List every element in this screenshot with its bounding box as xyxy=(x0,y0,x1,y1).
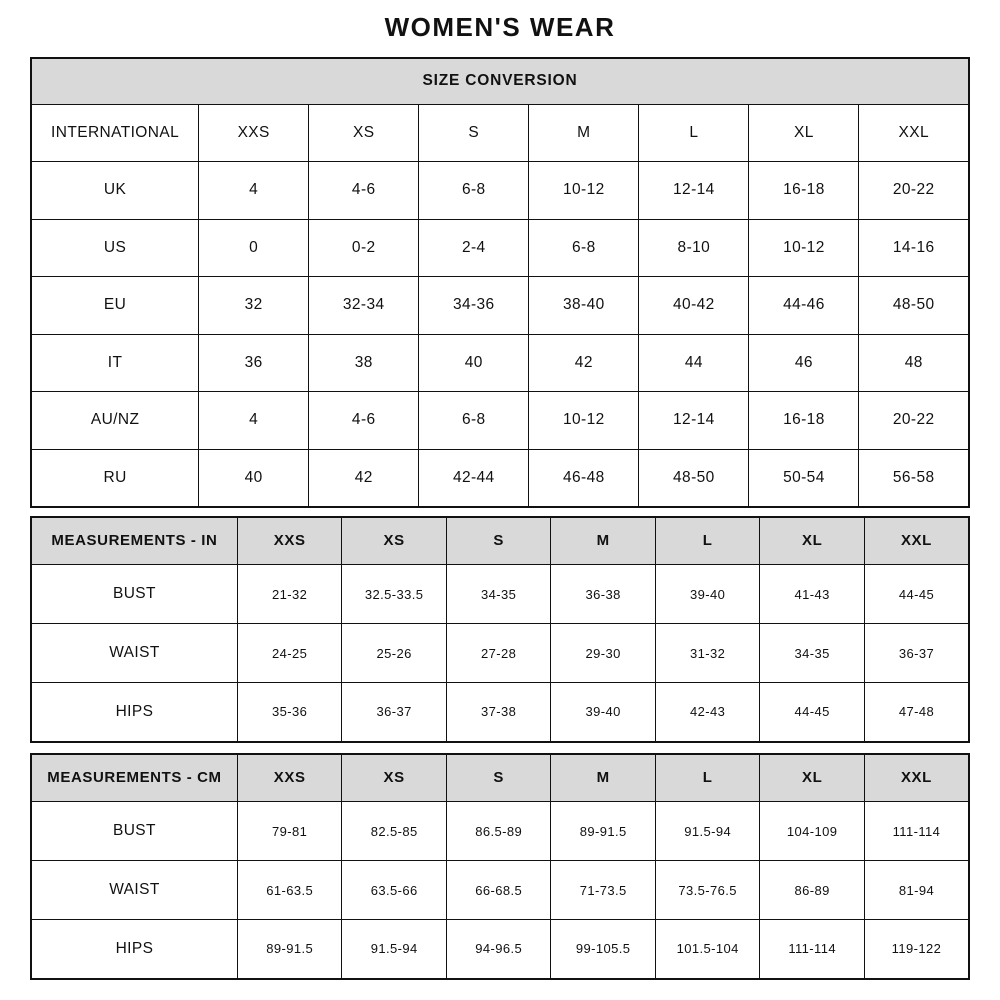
value-cell: 10-12 xyxy=(529,162,639,220)
value-cell: 36-37 xyxy=(342,683,447,742)
value-cell: 0 xyxy=(199,219,309,277)
measurements-cm-table xyxy=(30,753,970,980)
value-cell: 39-40 xyxy=(655,565,760,624)
value-cell: 6-8 xyxy=(419,162,529,220)
value-cell: 36-38 xyxy=(551,565,656,624)
value-cell: 66-68.5 xyxy=(446,861,551,920)
table-row xyxy=(31,624,969,683)
size-column-header-cell: XXS xyxy=(237,517,342,565)
value-cell: 111-114 xyxy=(760,920,865,979)
row-label-cell: AU/NZ xyxy=(31,392,199,450)
value-cell: 10-12 xyxy=(529,392,639,450)
value-cell: 63.5-66 xyxy=(342,861,447,920)
value-cell: 27-28 xyxy=(446,624,551,683)
value-cell: 8-10 xyxy=(639,219,749,277)
value-cell: 34-36 xyxy=(419,277,529,335)
value-cell: 50-54 xyxy=(749,449,859,507)
value-cell: 0-2 xyxy=(309,219,419,277)
page-title: WOMEN'S WEAR xyxy=(384,12,616,42)
value-cell: 35-36 xyxy=(237,683,342,742)
size-guide-page xyxy=(30,0,970,980)
value-cell: XS xyxy=(309,104,419,162)
value-cell: M xyxy=(529,104,639,162)
row-label-cell: US xyxy=(31,219,199,277)
value-cell: 89-91.5 xyxy=(237,920,342,979)
value-cell: 25-26 xyxy=(342,624,447,683)
value-cell: 41-43 xyxy=(760,565,865,624)
measurements-in-body xyxy=(31,565,969,742)
value-cell: 36-37 xyxy=(864,624,969,683)
value-cell: 48-50 xyxy=(859,277,969,335)
table-row xyxy=(31,104,969,162)
size-column-header-cell: XL xyxy=(760,517,865,565)
value-cell: 34-35 xyxy=(446,565,551,624)
measurements-cm-body xyxy=(31,802,969,979)
table-row xyxy=(31,683,969,742)
table-row xyxy=(31,334,969,392)
value-cell: 91.5-94 xyxy=(342,920,447,979)
size-conversion-title: SIZE CONVERSION xyxy=(31,58,969,104)
size-column-header-cell: L xyxy=(655,517,760,565)
value-cell: 42-43 xyxy=(655,683,760,742)
value-cell: 16-18 xyxy=(749,392,859,450)
value-cell: 4-6 xyxy=(309,162,419,220)
value-cell: 44-45 xyxy=(864,565,969,624)
value-cell: 101.5-104 xyxy=(655,920,760,979)
value-cell: 20-22 xyxy=(859,392,969,450)
row-label-cell: WAIST xyxy=(31,624,237,683)
table-row xyxy=(31,802,969,861)
value-cell: 111-114 xyxy=(864,802,969,861)
size-column-header-cell: XL xyxy=(760,754,865,802)
value-cell: 37-38 xyxy=(446,683,551,742)
row-label-cell: BUST xyxy=(31,565,237,624)
value-cell: 48 xyxy=(859,334,969,392)
value-cell: 32-34 xyxy=(309,277,419,335)
size-column-header-cell: XS xyxy=(342,517,447,565)
size-conversion-body xyxy=(31,104,969,507)
size-conversion-table xyxy=(30,57,970,508)
value-cell: 81-94 xyxy=(864,861,969,920)
value-cell: 32.5-33.5 xyxy=(342,565,447,624)
value-cell: 104-109 xyxy=(760,802,865,861)
size-conversion-banner-row xyxy=(31,58,969,104)
value-cell: 44 xyxy=(639,334,749,392)
value-cell: 14-16 xyxy=(859,219,969,277)
value-cell: S xyxy=(419,104,529,162)
size-column-header-cell: XXL xyxy=(864,754,969,802)
value-cell: 16-18 xyxy=(749,162,859,220)
value-cell: 46 xyxy=(749,334,859,392)
row-header-cell: MEASUREMENTS - CM xyxy=(31,754,237,802)
row-label-cell: IT xyxy=(31,334,199,392)
value-cell: 94-96.5 xyxy=(446,920,551,979)
table-row xyxy=(31,861,969,920)
value-cell: 6-8 xyxy=(529,219,639,277)
value-cell: 12-14 xyxy=(639,392,749,450)
value-cell: 44-46 xyxy=(749,277,859,335)
value-cell: 24-25 xyxy=(237,624,342,683)
value-cell: 56-58 xyxy=(859,449,969,507)
value-cell: 61-63.5 xyxy=(237,861,342,920)
row-label-cell: RU xyxy=(31,449,199,507)
row-label-cell: UK xyxy=(31,162,199,220)
row-label-cell: EU xyxy=(31,277,199,335)
row-header-cell: MEASUREMENTS - IN xyxy=(31,517,237,565)
value-cell: XL xyxy=(749,104,859,162)
table-row xyxy=(31,219,969,277)
value-cell: 10-12 xyxy=(749,219,859,277)
value-cell: 39-40 xyxy=(551,683,656,742)
value-cell: 32 xyxy=(199,277,309,335)
value-cell: 42-44 xyxy=(419,449,529,507)
value-cell: 86-89 xyxy=(760,861,865,920)
value-cell: 79-81 xyxy=(237,802,342,861)
value-cell: 4 xyxy=(199,392,309,450)
value-cell: 29-30 xyxy=(551,624,656,683)
value-cell: 42 xyxy=(309,449,419,507)
value-cell: 40 xyxy=(199,449,309,507)
value-cell: 34-35 xyxy=(760,624,865,683)
value-cell: 31-32 xyxy=(655,624,760,683)
row-label-cell: HIPS xyxy=(31,683,237,742)
table-row xyxy=(31,392,969,450)
size-column-header-cell: M xyxy=(551,754,656,802)
value-cell: 40 xyxy=(419,334,529,392)
value-cell: L xyxy=(639,104,749,162)
value-cell: 73.5-76.5 xyxy=(655,861,760,920)
size-column-header-cell: XXS xyxy=(237,754,342,802)
table-row xyxy=(31,565,969,624)
table-row xyxy=(31,277,969,335)
value-cell: 21-32 xyxy=(237,565,342,624)
value-cell: 91.5-94 xyxy=(655,802,760,861)
value-cell: 2-4 xyxy=(419,219,529,277)
value-cell: 71-73.5 xyxy=(551,861,656,920)
value-cell: 4-6 xyxy=(309,392,419,450)
value-cell: 42 xyxy=(529,334,639,392)
measurements-in-table xyxy=(30,516,970,743)
value-cell: 89-91.5 xyxy=(551,802,656,861)
value-cell: 12-14 xyxy=(639,162,749,220)
value-cell: 48-50 xyxy=(639,449,749,507)
value-cell: 44-45 xyxy=(760,683,865,742)
value-cell: 36 xyxy=(199,334,309,392)
value-cell: 47-48 xyxy=(864,683,969,742)
size-column-header-cell: XXL xyxy=(864,517,969,565)
value-cell: XXL xyxy=(859,104,969,162)
size-column-header-cell: L xyxy=(655,754,760,802)
measurements-in-header-row xyxy=(31,517,969,565)
row-label-cell: HIPS xyxy=(31,920,237,979)
size-column-header-cell: S xyxy=(446,517,551,565)
table-row xyxy=(31,920,969,979)
value-cell: 38-40 xyxy=(529,277,639,335)
value-cell: 20-22 xyxy=(859,162,969,220)
value-cell: 82.5-85 xyxy=(342,802,447,861)
size-column-header-cell: S xyxy=(446,754,551,802)
value-cell: 4 xyxy=(199,162,309,220)
value-cell: 119-122 xyxy=(864,920,969,979)
value-cell: 86.5-89 xyxy=(446,802,551,861)
measurements-cm-header-row xyxy=(31,754,969,802)
table-row xyxy=(31,449,969,507)
value-cell: 46-48 xyxy=(529,449,639,507)
table-row xyxy=(31,162,969,220)
row-label-cell: INTERNATIONAL xyxy=(31,104,199,162)
size-column-header-cell: XS xyxy=(342,754,447,802)
row-label-cell: BUST xyxy=(31,802,237,861)
value-cell: 40-42 xyxy=(639,277,749,335)
value-cell: 99-105.5 xyxy=(551,920,656,979)
value-cell: XXS xyxy=(199,104,309,162)
size-column-header-cell: M xyxy=(551,517,656,565)
row-label-cell: WAIST xyxy=(31,861,237,920)
value-cell: 6-8 xyxy=(419,392,529,450)
value-cell: 38 xyxy=(309,334,419,392)
